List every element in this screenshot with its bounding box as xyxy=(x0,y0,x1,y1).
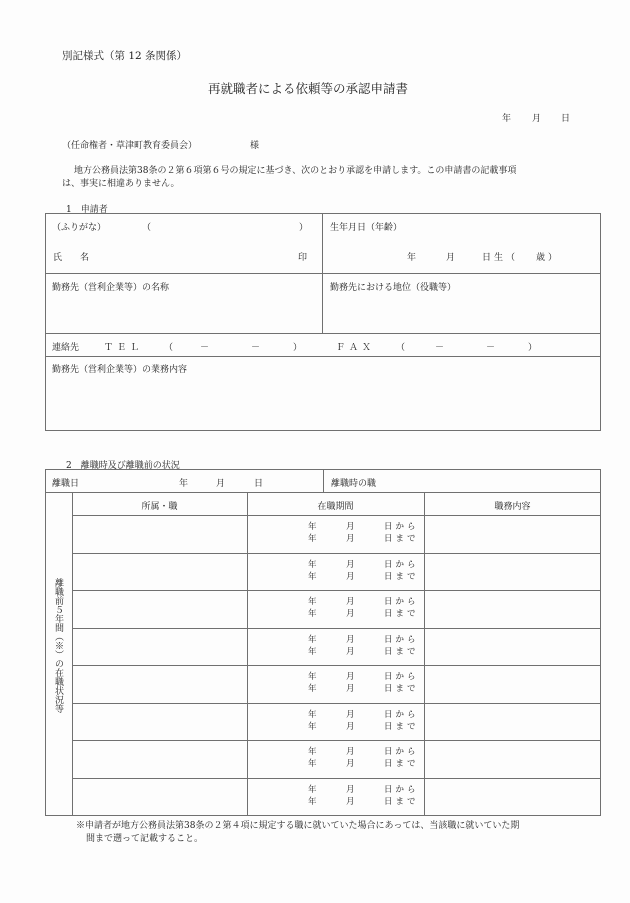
period-cell[interactable] xyxy=(308,634,419,658)
period-month: 月 xyxy=(346,747,355,757)
divider xyxy=(323,469,324,492)
contact-label: 連絡先 xyxy=(52,343,80,353)
duties-cell[interactable] xyxy=(425,554,600,590)
duties-cell[interactable] xyxy=(425,779,600,815)
furigana-close-paren: ） xyxy=(299,223,309,233)
affiliation-cell[interactable] xyxy=(73,554,246,590)
period-to xyxy=(308,608,419,620)
affiliation-cell[interactable] xyxy=(73,779,246,815)
statement-line-2: は、事実に相違ありません。 xyxy=(62,179,180,189)
retirement-month: 月 xyxy=(216,479,226,489)
fax-close-paren: ） xyxy=(528,343,538,353)
period-year: 年 xyxy=(308,710,317,720)
column-header-affiliation: 所属・職 xyxy=(141,502,178,512)
period-to xyxy=(308,721,419,733)
document-title: 再就職者による依頼等の承認申請書 xyxy=(208,81,409,96)
period-month: 月 xyxy=(346,635,355,645)
period-cell[interactable] xyxy=(308,521,419,545)
period-year: 年 xyxy=(308,572,317,582)
honorific: 様 xyxy=(250,141,260,151)
period-to xyxy=(308,796,419,808)
period-day: 日から xyxy=(384,672,419,682)
period-year: 年 xyxy=(308,722,317,732)
date-year: 年 xyxy=(502,114,512,124)
period-year: 年 xyxy=(308,797,317,807)
date-day: 日 xyxy=(561,114,571,124)
period-day: 日まで xyxy=(384,534,419,544)
duties-cell[interactable] xyxy=(425,741,600,777)
period-day: 日から xyxy=(384,560,419,570)
affiliation-cell[interactable] xyxy=(73,741,246,777)
period-year: 年 xyxy=(308,560,317,570)
period-month: 月 xyxy=(346,609,355,619)
furigana-label: （ふりがな） xyxy=(52,223,107,233)
statement-line-1: 地方公務員法第38条の２第６項第６号の規定に基づき、次のとおり承認を申請します。この申請書の記載事項 xyxy=(74,166,517,176)
period-year: 年 xyxy=(308,635,317,645)
birth-year: 年 xyxy=(407,253,417,263)
fax-dash-1: － xyxy=(435,343,445,353)
period-day: 日まで xyxy=(384,609,419,619)
period-cell[interactable] xyxy=(308,709,419,733)
retirement-day: 日 xyxy=(254,479,264,489)
age: 歳） xyxy=(536,253,561,263)
divider xyxy=(247,492,248,816)
divider xyxy=(45,492,601,493)
duties-cell[interactable] xyxy=(425,704,600,740)
birth-day: 日生（ xyxy=(482,253,519,263)
period-year: 年 xyxy=(308,597,317,607)
section1-heading: 1 申請者 xyxy=(66,205,108,215)
period-day: 日まで xyxy=(384,572,419,582)
retirement-post-label: 離職時の職 xyxy=(331,479,377,489)
divider xyxy=(322,213,323,333)
period-to xyxy=(308,533,419,545)
period-month: 月 xyxy=(346,647,355,657)
form-reference: 別記様式（第 12 条関係） xyxy=(62,50,188,62)
period-day: 日まで xyxy=(384,797,419,807)
tel-dash-2: － xyxy=(251,343,261,353)
duties-cell[interactable] xyxy=(425,591,600,627)
footnote-line-2: 間まで遡って記載すること。 xyxy=(86,834,204,844)
tel-dash-1: － xyxy=(200,343,210,353)
period-year: 年 xyxy=(308,647,317,657)
period-day: 日まで xyxy=(384,759,419,769)
period-to xyxy=(308,683,419,695)
fax-label: ＦＡＸ xyxy=(336,343,376,353)
period-month: 月 xyxy=(346,684,355,694)
duties-cell[interactable] xyxy=(425,516,600,552)
section2-heading: 2 離職時及び離職前の状況 xyxy=(66,461,180,471)
employer-name-label: 勤務先（営利企業等）の名称 xyxy=(52,283,170,293)
retirement-year: 年 xyxy=(179,479,189,489)
period-month: 月 xyxy=(346,560,355,570)
tel-open-paren: （ xyxy=(164,343,174,353)
applicant-table-border xyxy=(45,213,601,431)
duties-cell[interactable] xyxy=(425,629,600,665)
side-label: 離職前５年間（※）の在職状況等 xyxy=(53,578,63,713)
period-from xyxy=(308,634,419,646)
fax-open-paren: （ xyxy=(396,343,406,353)
period-cell[interactable] xyxy=(308,784,419,808)
period-day: 日まで xyxy=(384,722,419,732)
period-month: 月 xyxy=(346,672,355,682)
period-month: 月 xyxy=(346,572,355,582)
period-year: 年 xyxy=(308,522,317,532)
date-month: 月 xyxy=(532,114,542,124)
period-from xyxy=(308,521,419,533)
name-label: 氏 名 xyxy=(53,253,90,263)
retirement-date-label: 離職日 xyxy=(52,479,80,489)
period-day: 日から xyxy=(384,597,419,607)
divider xyxy=(45,356,601,357)
period-day: 日から xyxy=(384,522,419,532)
period-day: 日から xyxy=(384,635,419,645)
period-year: 年 xyxy=(308,534,317,544)
period-month: 月 xyxy=(346,722,355,732)
period-from xyxy=(308,784,419,796)
addressee: （任命権者・草津町教育委員会） xyxy=(62,141,198,151)
column-header-period: 在職期間 xyxy=(317,502,354,512)
business-content-label: 勤務先（営利企業等）の業務内容 xyxy=(52,365,188,375)
period-to xyxy=(308,758,419,770)
period-year: 年 xyxy=(308,672,317,682)
period-day: 日から xyxy=(384,710,419,720)
period-month: 月 xyxy=(346,785,355,795)
period-day: 日から xyxy=(384,747,419,757)
divider xyxy=(45,333,601,334)
period-from xyxy=(308,709,419,721)
birthdate-label: 生年月日（年齢） xyxy=(330,223,403,233)
period-year: 年 xyxy=(308,684,317,694)
fax-dash-2: － xyxy=(486,343,496,353)
period-year: 年 xyxy=(308,759,317,769)
period-month: 月 xyxy=(346,797,355,807)
period-to xyxy=(308,646,419,658)
birth-month: 月 xyxy=(446,253,456,263)
period-cell[interactable] xyxy=(308,671,419,695)
employer-position-label: 勤務先における地位（役職等） xyxy=(330,283,457,293)
period-day: 日まで xyxy=(384,684,419,694)
seal-mark: 印 xyxy=(298,253,308,263)
affiliation-cell[interactable] xyxy=(73,591,246,627)
period-to xyxy=(308,571,419,583)
column-header-duties: 職務内容 xyxy=(494,502,531,512)
affiliation-cell[interactable] xyxy=(73,629,246,665)
period-cell[interactable] xyxy=(308,746,419,770)
period-cell[interactable] xyxy=(308,559,419,583)
period-year: 年 xyxy=(308,785,317,795)
period-day: 日まで xyxy=(384,647,419,657)
period-from xyxy=(308,746,419,758)
period-month: 月 xyxy=(346,759,355,769)
affiliation-cell[interactable] xyxy=(73,516,246,552)
period-year: 年 xyxy=(308,747,317,757)
period-cell[interactable] xyxy=(308,596,419,620)
period-year: 年 xyxy=(308,609,317,619)
period-month: 月 xyxy=(346,597,355,607)
affiliation-cell[interactable] xyxy=(73,666,246,702)
period-from xyxy=(308,671,419,683)
footnote-line-1: ※申請者が地方公務員法第38条の２第４項に規定する職に就いていた場合にあっては、当該職に就いていた期 xyxy=(76,821,520,831)
period-month: 月 xyxy=(346,534,355,544)
furigana-open-paren: （ xyxy=(142,223,152,233)
divider xyxy=(45,273,601,274)
period-from xyxy=(308,596,419,608)
period-month: 月 xyxy=(346,522,355,532)
tel-label: ＴＥＬ xyxy=(104,343,144,353)
period-month: 月 xyxy=(346,710,355,720)
period-from xyxy=(308,559,419,571)
period-day: 日から xyxy=(384,785,419,795)
duties-cell[interactable] xyxy=(425,666,600,702)
affiliation-cell[interactable] xyxy=(73,704,246,740)
tel-close-paren: ） xyxy=(293,343,303,353)
